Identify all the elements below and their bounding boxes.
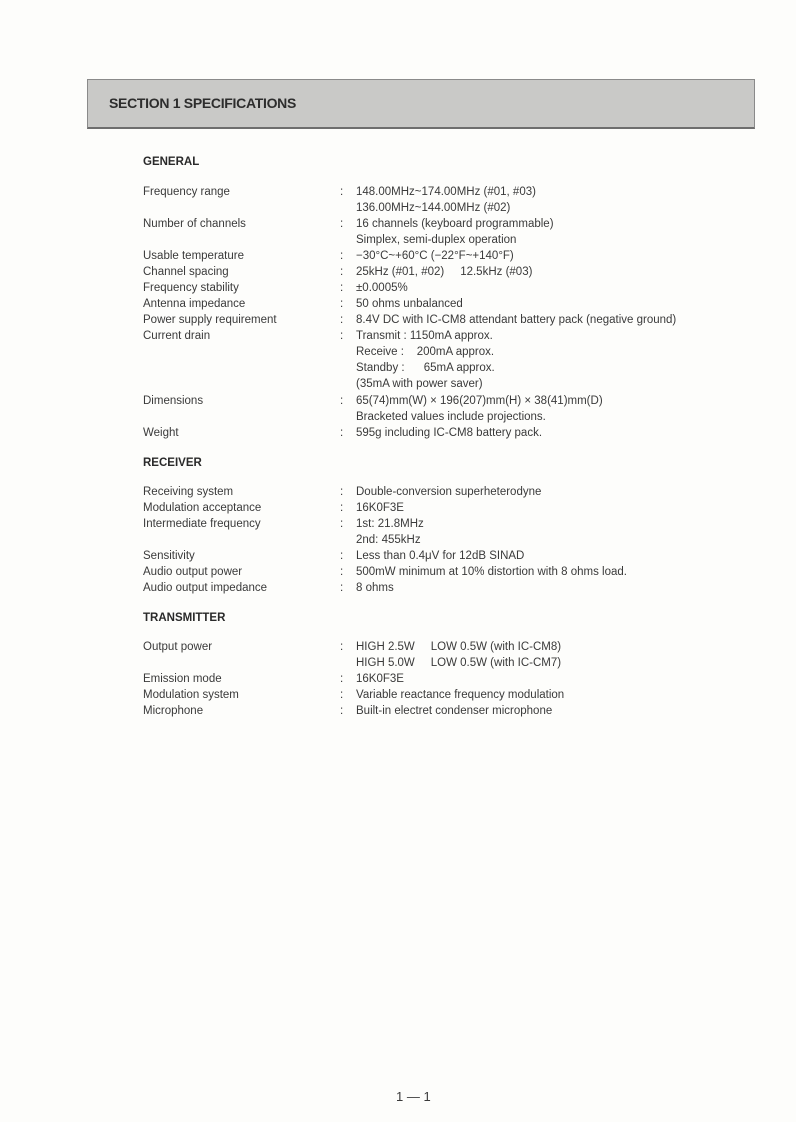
colon-separator: : (340, 705, 344, 717)
spec-values (356, 328, 495, 392)
spec-value-line: −30°C~+60°C (−22°F~+140°F) (356, 250, 514, 262)
spec-values (356, 264, 532, 280)
spec-values (356, 296, 463, 312)
spec-label: Audio output power (143, 566, 243, 578)
colon-separator: : (340, 298, 344, 310)
spec-value-line: Double-conversion superheterodyne (356, 486, 542, 498)
colon-separator: : (340, 502, 344, 514)
section-heading-general: GENERAL (143, 156, 200, 168)
spec-label: Number of channels (143, 218, 246, 230)
colon-separator: : (340, 641, 344, 653)
spec-label: Receiving system (143, 486, 234, 498)
spec-value-line: HIGH 5.0W LOW 0.5W (with IC-CM7) (356, 657, 562, 669)
spec-value-line: (35mA with power saver) (356, 378, 483, 390)
spec-label: Microphone (143, 705, 204, 717)
spec-value-line: HIGH 2.5W LOW 0.5W (with IC-CM8) (356, 641, 562, 653)
spec-value-line: 500mW minimum at 10% distortion with 8 ohms load. (356, 566, 627, 578)
spec-values (356, 580, 394, 596)
colon-separator: : (340, 550, 344, 562)
spec-value-line: Receive : 200mA approx. (356, 346, 495, 358)
page-number: 1 — 1 (396, 1089, 431, 1104)
spec-value-line: 8 ohms (356, 582, 394, 594)
spec-label: Channel spacing (143, 266, 229, 278)
spec-value-line: 25kHz (#01, #02) 12.5kHz (#03) (356, 266, 533, 278)
spec-value-line: 1st: 21.8MHz (356, 518, 424, 530)
spec-label: Power supply requirement (143, 314, 277, 326)
colon-separator: : (340, 218, 344, 230)
section-banner (87, 79, 755, 129)
colon-separator: : (340, 314, 344, 326)
spec-values (356, 484, 541, 500)
spec-values (356, 280, 408, 296)
spec-values (356, 703, 552, 719)
spec-value-line: Bracketed values include projections. (356, 411, 546, 423)
spec-value-line: 595g including IC-CM8 battery pack. (356, 427, 543, 439)
spec-label: Output power (143, 641, 213, 653)
colon-separator: : (340, 266, 344, 278)
spec-value-line: Simplex, semi-duplex operation (356, 234, 517, 246)
spec-value-line: Standby : 65mA approx. (356, 362, 495, 374)
spec-value-line: 8.4V DC with IC-CM8 attendant battery pack (negative ground) (356, 314, 677, 326)
spec-values (356, 393, 603, 425)
colon-separator: : (340, 486, 344, 498)
spec-value-line: 16 channels (keyboard programmable) (356, 218, 554, 230)
colon-separator: : (340, 250, 344, 262)
spec-value-line: 16K0F3E (356, 502, 404, 514)
colon-separator: : (340, 673, 344, 685)
section-heading-transmitter: TRANSMITTER (143, 612, 226, 624)
colon-separator: : (340, 186, 344, 198)
spec-values (356, 516, 424, 548)
spec-values (356, 248, 514, 264)
spec-values (356, 500, 404, 516)
spec-values (356, 184, 536, 216)
spec-value-line: 136.00MHz~144.00MHz (#02) (356, 202, 511, 214)
spec-values (356, 216, 554, 248)
colon-separator: : (340, 330, 344, 342)
spec-label: Sensitivity (143, 550, 195, 562)
spec-label: Dimensions (143, 395, 204, 407)
section-heading-receiver: RECEIVER (143, 457, 202, 469)
colon-separator: : (340, 427, 344, 439)
spec-values (356, 639, 561, 671)
spec-value-line: 65(74)mm(W) × 196(207)mm(H) × 38(41)mm(D) (356, 395, 603, 407)
colon-separator: : (340, 395, 344, 407)
spec-value-line: 50 ohms unbalanced (356, 298, 463, 310)
spec-values (356, 425, 542, 441)
spec-label: Frequency stability (143, 282, 239, 294)
spec-value-line: Less than 0.4μV for 12dB SINAD (356, 550, 525, 562)
spec-value-line: 2nd: 455kHz (356, 534, 421, 546)
spec-values (356, 312, 676, 328)
section-title: SECTION 1 SPECIFICATIONS (109, 95, 297, 111)
spec-label: Modulation system (143, 689, 239, 701)
colon-separator: : (340, 282, 344, 294)
spec-label: Weight (143, 427, 179, 439)
spec-value-line: Variable reactance frequency modulation (356, 689, 565, 701)
colon-separator: : (340, 518, 344, 530)
spec-value-line: Transmit : 1150mA approx. (356, 330, 493, 342)
spec-label: Usable temperature (143, 250, 244, 262)
spec-label: Emission mode (143, 673, 222, 685)
spec-value-line: Built-in electret condenser microphone (356, 705, 553, 717)
spec-label: Antenna impedance (143, 298, 246, 310)
spec-label: Frequency range (143, 186, 230, 198)
spec-values (356, 548, 524, 564)
spec-label: Current drain (143, 330, 211, 342)
spec-label: Audio output impedance (143, 582, 268, 594)
spec-label: Intermediate frequency (143, 518, 261, 530)
colon-separator: : (340, 689, 344, 701)
colon-separator: : (340, 566, 344, 578)
colon-separator: : (340, 582, 344, 594)
spec-values (356, 671, 404, 687)
spec-value-line: ±0.0005% (356, 282, 408, 294)
spec-value-line: 16K0F3E (356, 673, 404, 685)
spec-label: Modulation acceptance (143, 502, 262, 514)
spec-values (356, 687, 564, 703)
spec-values (356, 564, 627, 580)
spec-value-line: 148.00MHz~174.00MHz (#01, #03) (356, 186, 536, 198)
